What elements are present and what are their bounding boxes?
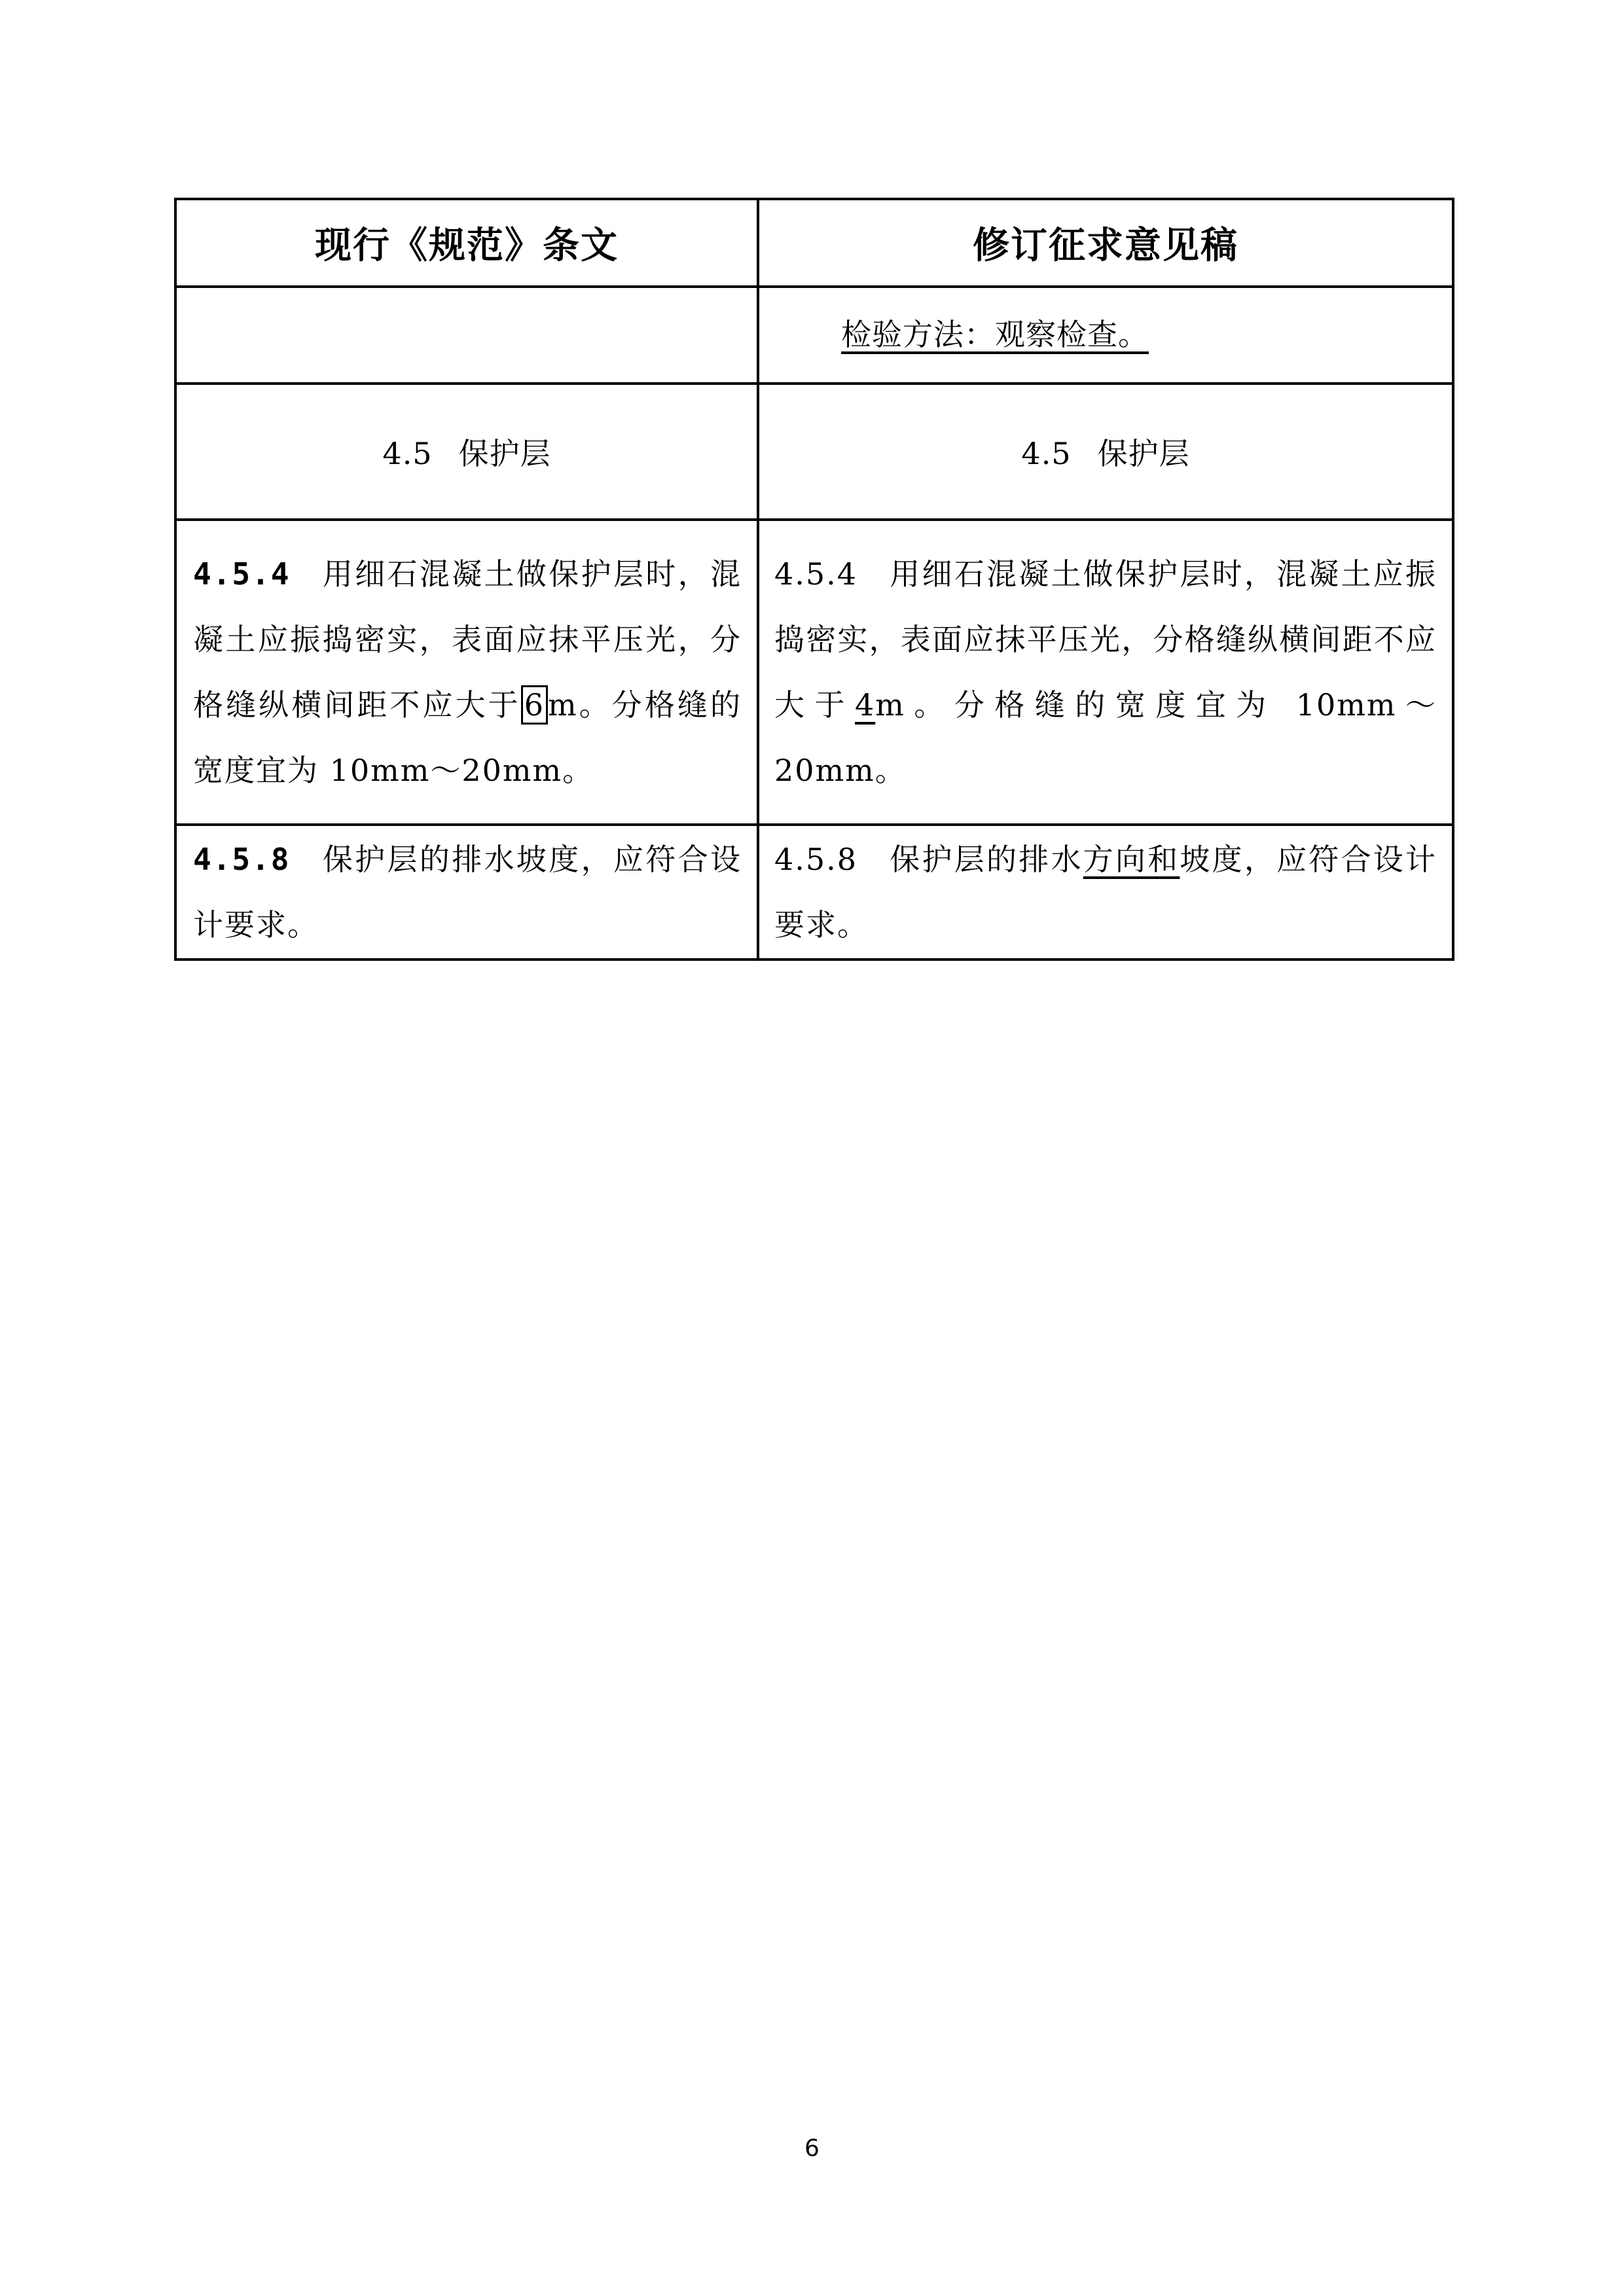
clause-text <box>177 827 756 958</box>
cell-clause-458-left <box>175 825 758 960</box>
table-row <box>175 825 1453 960</box>
section-number: 4.5 <box>382 436 433 471</box>
clause-text-part: 坡度，应符合设计要求。 <box>774 842 1437 942</box>
cell-clause-458-right <box>758 825 1453 960</box>
page-number: 6 <box>804 2135 820 2162</box>
table-row <box>175 520 1453 825</box>
added-text-underlined: 方向和 <box>1083 842 1180 877</box>
clause-text-part: 保护层的排水 <box>889 842 1083 877</box>
table-row <box>175 384 1453 520</box>
header-revision-draft: 修订征求意见稿 <box>758 199 1453 287</box>
changed-value-underlined: 4 <box>854 687 876 723</box>
comparison-table <box>174 198 1454 961</box>
clause-text-part: 用细石混凝土做保护层时，混凝土应振捣密实，表面应抹平压光，分格缝纵横间距不应大于 <box>193 556 742 723</box>
cell-section-left <box>175 384 758 520</box>
clause-text-part: m。分格缝的宽度宜为 10mm～20mm。 <box>774 687 1437 788</box>
table-header-row <box>175 199 1453 287</box>
cell-method-right <box>758 287 1453 384</box>
inspection-method-text: 检验方法：观察检查。 <box>841 317 1149 352</box>
section-title: 保护层 <box>1097 436 1190 471</box>
section-number: 4.5 <box>1021 436 1072 471</box>
header-current-code: 现行《规范》条文 <box>175 199 758 287</box>
cell-method-left <box>175 287 758 384</box>
changed-value-boxed: 6 <box>521 685 548 725</box>
clause-text <box>177 541 756 803</box>
clause-number: 4.5.4 <box>193 556 291 592</box>
cell-clause-454-right <box>758 520 1453 825</box>
cell-clause-454-left <box>175 520 758 825</box>
cell-section-right <box>758 384 1453 520</box>
clause-text-part: 保护层的排水坡度，应符合设计要求。 <box>193 842 742 942</box>
clause-text <box>760 541 1451 803</box>
table-row <box>175 287 1453 384</box>
clause-number: 4.5.8 <box>774 842 858 877</box>
clause-text <box>760 827 1451 958</box>
section-title: 保护层 <box>458 436 551 471</box>
clause-text-part: 用细石混凝土做保护层时，混凝土应振捣密实，表面应抹平压光，分格缝纵横间距不应大于 <box>774 556 1437 723</box>
clause-text-part: m。分格缝的宽度宜为 10mm～20mm。 <box>193 687 742 788</box>
clause-number: 4.5.8 <box>193 842 291 877</box>
clause-number: 4.5.4 <box>774 556 858 592</box>
